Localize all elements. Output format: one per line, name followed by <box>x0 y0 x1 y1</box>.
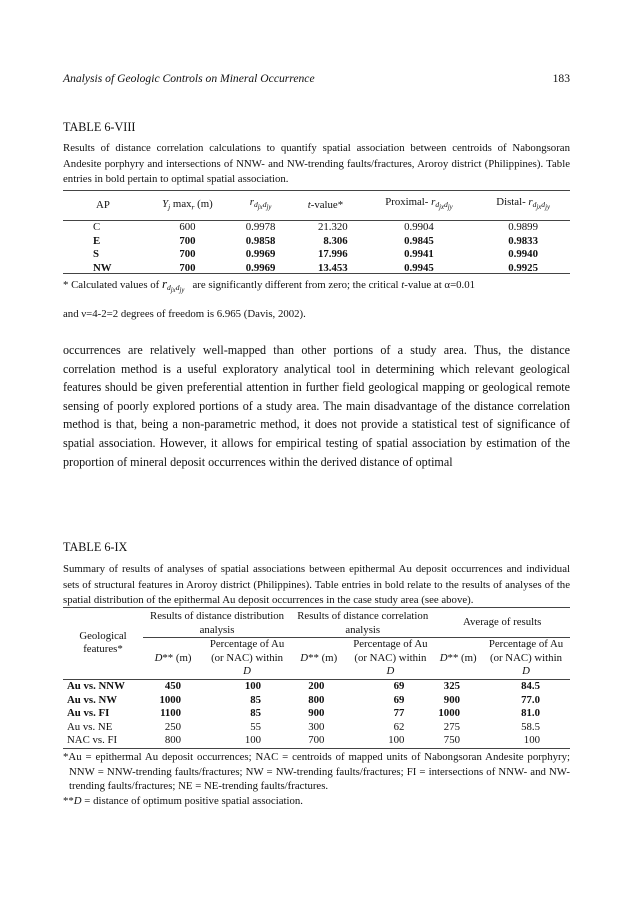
running-title: Analysis of Geologic Controls on Mineral Occurrence <box>63 72 315 85</box>
table-cell: 100 <box>523 734 540 747</box>
col-group-average: Average of results <box>463 615 542 628</box>
table-cell: 300 <box>308 720 325 733</box>
col-proximal: Proximal- $r_{d_{jx}d_{jy}}$ <box>385 196 453 212</box>
table-cell: 800 <box>164 734 182 747</box>
table-cell: 0.9978 <box>245 221 276 233</box>
table-cell: 0.9925 <box>508 261 538 274</box>
table-cell: 900 <box>443 693 460 706</box>
table-cell: 250 <box>164 720 182 733</box>
col-ymax: $Y_j$ $\max_r (m)$ <box>162 197 213 211</box>
table-cell: 750 <box>443 734 460 747</box>
table-row <box>63 679 570 693</box>
table-cell: 21.320 <box>317 221 348 233</box>
table-row <box>63 721 570 735</box>
table-cell: 1100 <box>160 707 182 720</box>
table-row <box>63 248 570 262</box>
table-cell: 0.9833 <box>508 234 538 247</box>
table1-header-row <box>63 191 570 221</box>
table-row <box>63 734 570 748</box>
table-cell: 700 <box>179 248 196 261</box>
table-cell: 0.9904 <box>404 221 434 233</box>
table1-caption: Results of distance correlation calculations to quantify spatial association between centroids of Nabongsoran Andesite porphyry and intersections of NNW- and NW-trending faults/fractures, Aroroy district (Philippines). Table entries in bold pertain to optimal spatial association. <box>63 142 570 185</box>
table2 <box>63 607 570 748</box>
table-cell: 1000 <box>159 693 182 706</box>
table-cell: 700 <box>308 734 325 747</box>
table-cell: 58.5 <box>521 720 540 733</box>
table-cell: 0.9969 <box>245 248 276 261</box>
col-tvalue: t-value* <box>307 198 344 211</box>
table-cell: 77 <box>393 707 405 720</box>
col-distal: Distal- $r_{d_{jx}d_{jy}}$ <box>496 196 550 212</box>
table-cell: 100 <box>244 679 262 692</box>
col-group-distribution: Results of distance distribution analysis <box>150 610 285 636</box>
col-group-correlation: Results of distance correlation analysis <box>297 610 429 636</box>
table-cell: 13.453 <box>317 261 348 274</box>
table-cell: E <box>93 234 101 247</box>
table-cell: 69 <box>393 679 405 692</box>
table1-bottom-rule <box>63 273 570 274</box>
table-cell: 77.0 <box>521 693 540 706</box>
table-row <box>63 221 570 235</box>
col-d-m: D** (m) <box>439 651 477 664</box>
col-ap: AP <box>96 198 110 211</box>
col-percentage: Percentage of Au (or NAC) within D <box>209 638 285 678</box>
table-cell: 0.9945 <box>404 261 434 274</box>
table2-caption: Summary of results of analyses of spatial associations between epithermal Au deposit occurrences and individual sets of structural features in Aroroy district (Philippines). Table entries in bold relate to the results of analyses of the spatial distribution of the epithermal Au deposit occurrences in the case study area (see above). <box>63 563 570 606</box>
running-header <box>63 72 570 85</box>
col-r: $r_{d_{jx}d_{jy}}$ <box>249 196 272 212</box>
table-cell: 17.996 <box>317 248 348 261</box>
table-row <box>63 235 570 249</box>
table2-title: TABLE 6-IX <box>63 540 128 554</box>
table-cell: Au vs. FI <box>67 707 110 720</box>
table-cell: 600 <box>179 221 196 233</box>
table-cell: 1000 <box>438 707 460 720</box>
table-cell: 700 <box>179 261 196 274</box>
table-cell: S <box>93 248 100 261</box>
table-cell: 900 <box>308 707 325 720</box>
body-paragraph: occurrences are relatively well-mapped than other portions of a study area. Thus, the distance correlation method is a useful exploratory analytical tool in determining which relevant geological features should be given preferential attention in further field geological mapping or geological remote sensing of poorly explored portions of a study area. The main disadvantage of the distance correlation method is that, being a non-parametric method, it does not provide a statistical test of significance of spatial association. However, it allows for empirical testing of spatial association by estimation of the proportion of mineral deposit occurrences within the derived distance of optimal <box>63 343 570 469</box>
table-cell: 100 <box>388 734 405 747</box>
table-cell: 0.9899 <box>508 221 538 233</box>
table-cell: 85 <box>250 693 262 706</box>
table-cell: 275 <box>443 720 460 733</box>
table-cell: 0.9941 <box>404 248 434 261</box>
table-cell: 0.9858 <box>245 234 276 247</box>
table-row <box>63 694 570 708</box>
table-cell: 450 <box>164 679 182 692</box>
col-geological-features: Geological features* <box>79 629 127 656</box>
table-cell: 0.9940 <box>508 248 538 261</box>
col-d-m: D** (m) <box>154 651 192 664</box>
table-cell: 8.306 <box>323 234 348 247</box>
table-cell: Au vs. NE <box>67 720 113 733</box>
table-cell: 0.9969 <box>245 261 276 274</box>
table-cell: 700 <box>179 234 196 247</box>
col-d-m: D** (m) <box>300 651 338 664</box>
table1 <box>63 190 570 275</box>
table-cell: C <box>93 221 101 233</box>
table-cell: 0.9845 <box>404 234 434 247</box>
table-cell: 84.5 <box>521 679 540 692</box>
table-cell: Au vs. NNW <box>67 679 125 692</box>
col-percentage: Percentage of Au (or NAC) within D <box>488 638 564 678</box>
table-cell: 800 <box>308 693 325 706</box>
table-cell: 325 <box>443 679 460 692</box>
table-cell: 100 <box>244 734 262 747</box>
table2-footnotes: *Au = epithermal Au deposit occurrences; NAC = centroids of mapped units of Nabongsoran Andesite porphyry; NNW = NNW-trending faults/fractures; NW = NW-trending faults/fractures; FI = intersections of NNW- and NW-trending faults/fractures; NE = NE-trending faults/fractures. **D = distance of optimum positive spatial association. <box>63 748 570 808</box>
table-cell: NW <box>93 261 112 274</box>
table-cell: 85 <box>250 707 262 720</box>
page-number: 183 <box>552 72 570 85</box>
table-row <box>63 707 570 721</box>
table1-title: TABLE 6-VIII <box>63 120 136 134</box>
table-cell: NAC vs. FI <box>67 734 118 747</box>
table-cell: Au vs. NW <box>67 693 118 706</box>
table-cell: 62 <box>393 720 405 733</box>
table-cell: 200 <box>308 679 325 692</box>
table-cell: 55 <box>250 720 262 733</box>
col-percentage: Percentage of Au (or NAC) within D <box>353 638 428 678</box>
table-cell: 69 <box>393 693 405 706</box>
table-cell: 81.0 <box>521 707 540 720</box>
table1-footnote: * Calculated values of $r_{d_{jx}d_{jy}}$ are significantly different from zero; the critical t-value at α=0.01 and ν=4-2=2 degrees of freedom is 6.965 (Davis, 2002). <box>63 276 476 320</box>
